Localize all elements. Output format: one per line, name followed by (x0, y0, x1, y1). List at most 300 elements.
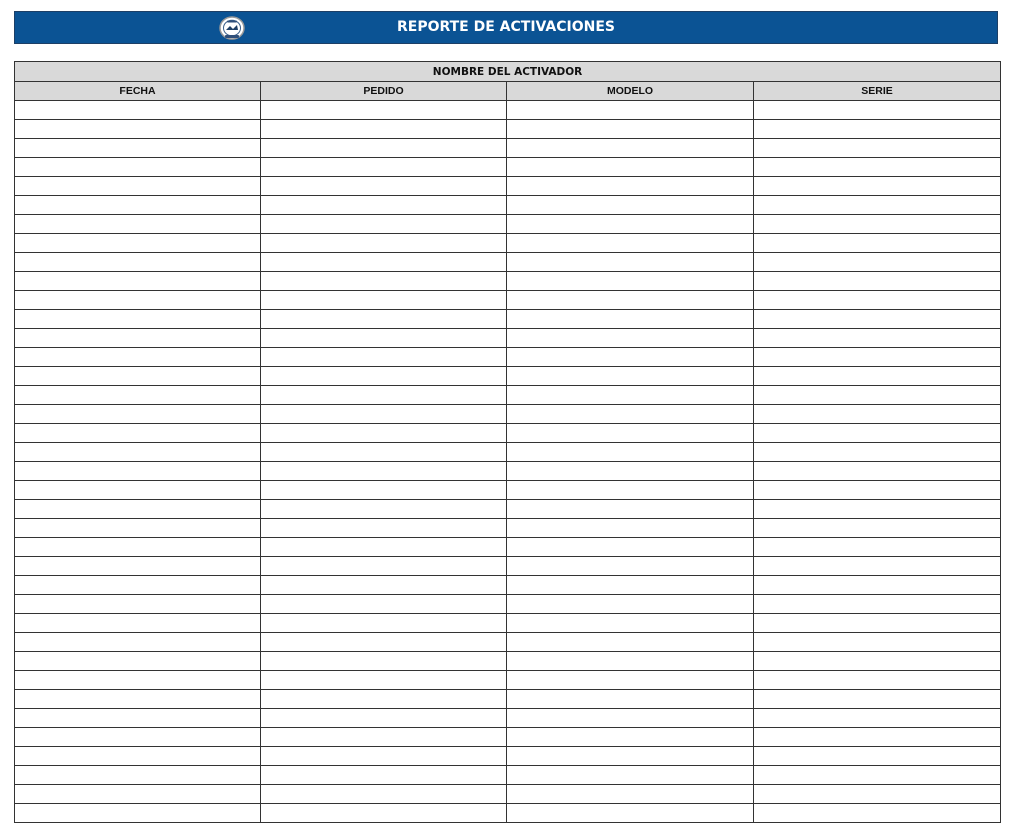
cell-pedido[interactable] (261, 671, 507, 690)
cell-pedido[interactable] (261, 538, 507, 557)
cell-value (507, 239, 510, 250)
cell-value (261, 676, 264, 687)
cell-value (754, 144, 757, 155)
cell-value (754, 106, 757, 117)
table-row (15, 766, 1001, 785)
cell-value (754, 429, 757, 440)
cell-value (261, 201, 264, 212)
cell-fecha[interactable] (15, 158, 261, 177)
cell-serie[interactable] (754, 766, 1001, 785)
cell-value (15, 144, 18, 155)
cell-pedido[interactable] (261, 348, 507, 367)
cell-value (261, 258, 264, 269)
cell-value (507, 182, 510, 193)
cell-value (754, 410, 757, 421)
cell-modelo[interactable] (507, 139, 754, 158)
cell-serie[interactable] (754, 614, 1001, 633)
cell-fecha[interactable] (15, 500, 261, 519)
cell-fecha[interactable] (15, 234, 261, 253)
cell-value (261, 315, 264, 326)
cell-fecha[interactable] (15, 253, 261, 272)
cell-value (507, 258, 510, 269)
cell-fecha[interactable] (15, 785, 261, 804)
cell-pedido[interactable] (261, 329, 507, 348)
page-title: REPORTE DE ACTIVACIONES (396, 19, 616, 35)
cell-modelo[interactable] (507, 215, 754, 234)
cell-serie[interactable] (754, 709, 1001, 728)
cell-value (507, 752, 510, 763)
cell-serie[interactable] (754, 785, 1001, 804)
cell-pedido[interactable] (261, 120, 507, 139)
cell-modelo[interactable] (507, 671, 754, 690)
cell-serie[interactable] (754, 367, 1001, 386)
cell-value (754, 771, 757, 782)
cell-value (261, 619, 264, 630)
cell-value (261, 562, 264, 573)
cell-serie[interactable] (754, 424, 1001, 443)
cell-serie[interactable] (754, 291, 1001, 310)
cell-pedido[interactable] (261, 177, 507, 196)
cell-value (754, 334, 757, 345)
cell-value (15, 448, 18, 459)
cell-pedido[interactable] (261, 500, 507, 519)
cell-pedido[interactable] (261, 519, 507, 538)
cell-serie[interactable] (754, 158, 1001, 177)
cell-serie[interactable] (754, 557, 1001, 576)
cell-value (261, 467, 264, 478)
activator-name-label: NOMBRE DEL ACTIVADOR (15, 62, 1001, 82)
cell-modelo[interactable] (507, 386, 754, 405)
cell-fecha[interactable] (15, 272, 261, 291)
cell-value (261, 657, 264, 668)
cell-fecha[interactable] (15, 747, 261, 766)
cell-modelo[interactable] (507, 101, 754, 120)
cell-fecha[interactable] (15, 614, 261, 633)
cell-fecha[interactable] (15, 424, 261, 443)
cell-serie[interactable] (754, 310, 1001, 329)
table-row (15, 500, 1001, 519)
cell-value (507, 391, 510, 402)
cell-value (754, 809, 757, 820)
cell-value (15, 277, 18, 288)
cell-value (507, 372, 510, 383)
cell-pedido[interactable] (261, 652, 507, 671)
cell-fecha[interactable] (15, 519, 261, 538)
cell-value (261, 372, 264, 383)
cell-value (15, 296, 18, 307)
cell-fecha[interactable] (15, 348, 261, 367)
cell-serie[interactable] (754, 272, 1001, 291)
table-row (15, 728, 1001, 747)
table-row (15, 101, 1001, 120)
cell-value (754, 638, 757, 649)
cell-pedido[interactable] (261, 747, 507, 766)
cell-modelo[interactable] (507, 728, 754, 747)
cell-value (15, 600, 18, 611)
cell-value (15, 733, 18, 744)
cell-pedido[interactable] (261, 196, 507, 215)
table-row (15, 139, 1001, 158)
cell-value (507, 334, 510, 345)
cell-value (754, 562, 757, 573)
cell-fecha[interactable] (15, 728, 261, 747)
cell-fecha[interactable] (15, 804, 261, 823)
cell-pedido[interactable] (261, 367, 507, 386)
column-header-pedido: PEDIDO (261, 82, 507, 101)
cell-modelo[interactable] (507, 348, 754, 367)
cell-pedido[interactable] (261, 633, 507, 652)
cell-serie[interactable] (754, 671, 1001, 690)
cell-modelo[interactable] (507, 804, 754, 823)
cell-value (754, 201, 757, 212)
cell-modelo[interactable] (507, 253, 754, 272)
cell-modelo[interactable] (507, 481, 754, 500)
cell-serie[interactable] (754, 747, 1001, 766)
cell-fecha[interactable] (15, 405, 261, 424)
table-row (15, 652, 1001, 671)
cell-value (261, 296, 264, 307)
cell-fecha[interactable] (15, 481, 261, 500)
cell-fecha[interactable] (15, 557, 261, 576)
cell-value (507, 201, 510, 212)
cell-serie[interactable] (754, 519, 1001, 538)
cell-fecha[interactable] (15, 576, 261, 595)
table-row (15, 348, 1001, 367)
cell-fecha[interactable] (15, 139, 261, 158)
cell-value (754, 486, 757, 497)
cell-pedido[interactable] (261, 804, 507, 823)
cell-modelo[interactable] (507, 196, 754, 215)
cell-serie[interactable] (754, 576, 1001, 595)
cell-serie[interactable] (754, 177, 1001, 196)
cell-value (754, 676, 757, 687)
cell-serie[interactable] (754, 405, 1001, 424)
column-header-fecha: FECHA (15, 82, 261, 101)
cell-serie[interactable] (754, 215, 1001, 234)
cell-value (15, 391, 18, 402)
cell-fecha[interactable] (15, 766, 261, 785)
cell-value (754, 163, 757, 174)
cell-fecha[interactable] (15, 329, 261, 348)
table-row (15, 215, 1001, 234)
cell-value (754, 372, 757, 383)
cell-value (261, 448, 264, 459)
cell-pedido[interactable] (261, 709, 507, 728)
cell-serie[interactable] (754, 139, 1001, 158)
cell-pedido[interactable] (261, 443, 507, 462)
cell-value (261, 809, 264, 820)
cell-fecha[interactable] (15, 671, 261, 690)
cell-value (507, 163, 510, 174)
cell-value (15, 543, 18, 554)
cell-pedido[interactable] (261, 785, 507, 804)
table-row (15, 310, 1001, 329)
cell-modelo[interactable] (507, 272, 754, 291)
cell-fecha[interactable] (15, 196, 261, 215)
cell-value (15, 562, 18, 573)
cell-value (261, 543, 264, 554)
cell-value (261, 106, 264, 117)
cell-value (507, 733, 510, 744)
cell-modelo[interactable] (507, 747, 754, 766)
cell-pedido[interactable] (261, 728, 507, 747)
cell-serie[interactable] (754, 253, 1001, 272)
cell-modelo[interactable] (507, 405, 754, 424)
cell-modelo[interactable] (507, 367, 754, 386)
cell-pedido[interactable] (261, 386, 507, 405)
cell-fecha[interactable] (15, 120, 261, 139)
cell-pedido[interactable] (261, 595, 507, 614)
cell-value (754, 182, 757, 193)
cell-modelo[interactable] (507, 234, 754, 253)
cell-value (507, 790, 510, 801)
table-row (15, 443, 1001, 462)
cell-serie[interactable] (754, 804, 1001, 823)
cell-value (261, 391, 264, 402)
cell-serie[interactable] (754, 329, 1001, 348)
cell-serie[interactable] (754, 234, 1001, 253)
cell-modelo[interactable] (507, 158, 754, 177)
cell-value (754, 733, 757, 744)
cell-modelo[interactable] (507, 329, 754, 348)
cell-value (261, 600, 264, 611)
table-row (15, 804, 1001, 823)
cell-value (507, 220, 510, 231)
cell-value (15, 771, 18, 782)
activations-table (14, 61, 1001, 823)
cell-serie[interactable] (754, 728, 1001, 747)
cell-serie[interactable] (754, 652, 1001, 671)
cell-value (754, 448, 757, 459)
cell-value (261, 410, 264, 421)
cell-pedido[interactable] (261, 462, 507, 481)
cell-modelo[interactable] (507, 310, 754, 329)
table-row (15, 614, 1001, 633)
table-row (15, 424, 1001, 443)
cell-value (15, 486, 18, 497)
cell-value (261, 429, 264, 440)
cell-fecha[interactable] (15, 595, 261, 614)
cell-value (754, 239, 757, 250)
cell-modelo[interactable] (507, 500, 754, 519)
cell-serie[interactable] (754, 101, 1001, 120)
cell-serie[interactable] (754, 348, 1001, 367)
cell-pedido[interactable] (261, 291, 507, 310)
cell-value (754, 714, 757, 725)
cell-pedido[interactable] (261, 234, 507, 253)
cell-fecha[interactable] (15, 462, 261, 481)
cell-fecha[interactable] (15, 177, 261, 196)
cell-modelo[interactable] (507, 652, 754, 671)
cell-pedido[interactable] (261, 481, 507, 500)
cell-modelo[interactable] (507, 424, 754, 443)
cell-value (15, 163, 18, 174)
cell-pedido[interactable] (261, 310, 507, 329)
cell-fecha[interactable] (15, 633, 261, 652)
cell-value (507, 106, 510, 117)
cell-value (754, 657, 757, 668)
cell-modelo[interactable] (507, 690, 754, 709)
cell-modelo[interactable] (507, 633, 754, 652)
cell-pedido[interactable] (261, 158, 507, 177)
cell-fecha[interactable] (15, 291, 261, 310)
table-row (15, 785, 1001, 804)
cell-value (15, 638, 18, 649)
table-row (15, 709, 1001, 728)
cell-value (15, 619, 18, 630)
column-header-row (15, 82, 1001, 101)
cell-value (15, 239, 18, 250)
cell-value (507, 448, 510, 459)
cell-value (507, 296, 510, 307)
cell-value (507, 657, 510, 668)
cell-value (754, 600, 757, 611)
table-row (15, 234, 1001, 253)
cell-value (507, 144, 510, 155)
cell-modelo[interactable] (507, 576, 754, 595)
table-row (15, 329, 1001, 348)
cell-value (15, 410, 18, 421)
cell-modelo[interactable] (507, 614, 754, 633)
cell-value (15, 676, 18, 687)
cell-serie[interactable] (754, 462, 1001, 481)
cell-value (15, 220, 18, 231)
cell-fecha[interactable] (15, 709, 261, 728)
cell-value (261, 125, 264, 136)
cell-value (261, 733, 264, 744)
cell-fecha[interactable] (15, 386, 261, 405)
cell-modelo[interactable] (507, 462, 754, 481)
cell-modelo[interactable] (507, 519, 754, 538)
table-row (15, 557, 1001, 576)
cell-value (754, 505, 757, 516)
cell-value (754, 467, 757, 478)
table-row (15, 519, 1001, 538)
cell-serie[interactable] (754, 120, 1001, 139)
cell-modelo[interactable] (507, 120, 754, 139)
cell-pedido[interactable] (261, 557, 507, 576)
cell-value (15, 315, 18, 326)
cell-value (261, 163, 264, 174)
cell-serie[interactable] (754, 386, 1001, 405)
cell-value (507, 277, 510, 288)
cell-pedido[interactable] (261, 576, 507, 595)
cell-value (507, 581, 510, 592)
cell-value (754, 391, 757, 402)
table-row (15, 690, 1001, 709)
table-row (15, 576, 1001, 595)
cell-value (15, 581, 18, 592)
cell-fecha[interactable] (15, 652, 261, 671)
cell-serie[interactable] (754, 443, 1001, 462)
cell-modelo[interactable] (507, 557, 754, 576)
cell-value (15, 353, 18, 364)
cell-pedido[interactable] (261, 690, 507, 709)
cell-pedido[interactable] (261, 766, 507, 785)
cell-pedido[interactable] (261, 424, 507, 443)
cell-fecha[interactable] (15, 101, 261, 120)
cell-pedido[interactable] (261, 253, 507, 272)
table-body (15, 101, 1001, 823)
cell-modelo[interactable] (507, 709, 754, 728)
cell-value (754, 296, 757, 307)
cell-fecha[interactable] (15, 690, 261, 709)
cell-value (754, 220, 757, 231)
table-row (15, 405, 1001, 424)
cell-value (261, 144, 264, 155)
cell-pedido[interactable] (261, 405, 507, 424)
cell-modelo[interactable] (507, 766, 754, 785)
cell-value (507, 619, 510, 630)
cell-value (261, 486, 264, 497)
cell-modelo[interactable] (507, 538, 754, 557)
cell-value (754, 277, 757, 288)
cell-value (507, 524, 510, 535)
table-row (15, 158, 1001, 177)
column-header-modelo: MODELO (507, 82, 754, 101)
cell-fecha[interactable] (15, 443, 261, 462)
cell-value (507, 543, 510, 554)
table-row (15, 291, 1001, 310)
cell-modelo[interactable] (507, 785, 754, 804)
cell-value (15, 106, 18, 117)
cell-serie[interactable] (754, 481, 1001, 500)
cell-fecha[interactable] (15, 215, 261, 234)
table-row (15, 595, 1001, 614)
cell-value (507, 125, 510, 136)
cell-pedido[interactable] (261, 101, 507, 120)
cell-modelo[interactable] (507, 177, 754, 196)
cell-fecha[interactable] (15, 538, 261, 557)
cell-value (507, 429, 510, 440)
cell-serie[interactable] (754, 500, 1001, 519)
cell-value (15, 524, 18, 535)
report-header-bar (14, 11, 998, 44)
cell-modelo[interactable] (507, 595, 754, 614)
cell-modelo[interactable] (507, 291, 754, 310)
cell-serie[interactable] (754, 196, 1001, 215)
cell-fecha[interactable] (15, 367, 261, 386)
cell-value (261, 695, 264, 706)
cell-value (507, 410, 510, 421)
cell-modelo[interactable] (507, 443, 754, 462)
table-row (15, 367, 1001, 386)
cell-pedido[interactable] (261, 139, 507, 158)
cell-value (261, 220, 264, 231)
cell-value (15, 182, 18, 193)
table-row (15, 386, 1001, 405)
cell-serie[interactable] (754, 690, 1001, 709)
table-row (15, 747, 1001, 766)
cell-pedido[interactable] (261, 215, 507, 234)
cell-value (754, 619, 757, 630)
cell-value (15, 125, 18, 136)
cell-value (261, 239, 264, 250)
cell-pedido[interactable] (261, 272, 507, 291)
cell-serie[interactable] (754, 595, 1001, 614)
cell-value (754, 543, 757, 554)
cell-value (15, 714, 18, 725)
table-row (15, 633, 1001, 652)
cell-pedido[interactable] (261, 614, 507, 633)
cell-fecha[interactable] (15, 310, 261, 329)
cell-serie[interactable] (754, 633, 1001, 652)
cell-serie[interactable] (754, 538, 1001, 557)
cell-value (15, 790, 18, 801)
cell-value (15, 505, 18, 516)
cell-value (15, 657, 18, 668)
cell-value (261, 752, 264, 763)
